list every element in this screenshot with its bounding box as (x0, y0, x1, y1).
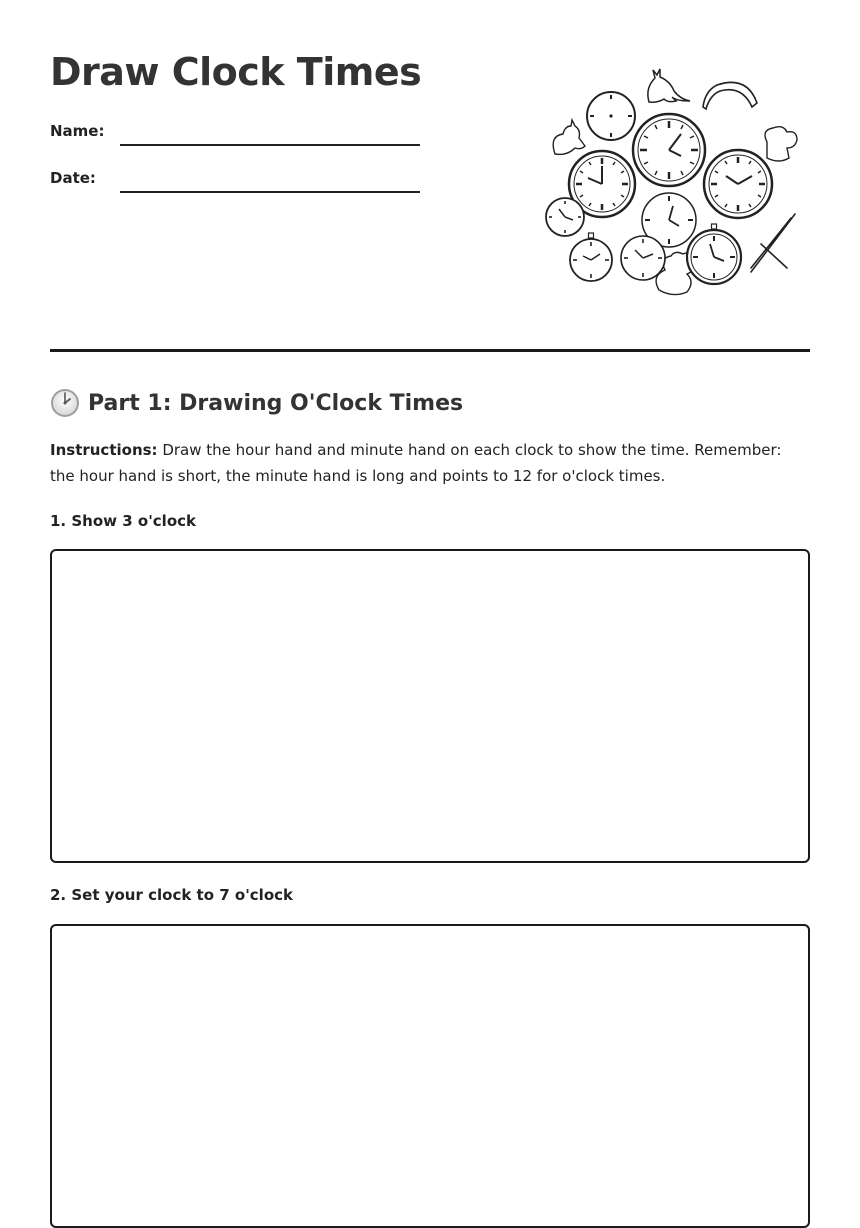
worksheet-page (50, 0, 810, 1161)
section-divider (50, 349, 810, 352)
question-2-label: 2. Set your clock to 7 o'clock (50, 886, 293, 904)
clock-emoji-icon (50, 388, 80, 418)
question-1-drawing-box[interactable] (50, 549, 810, 863)
name-field-row (50, 120, 430, 150)
date-field-row (50, 167, 430, 197)
name-label: Name: (50, 122, 105, 140)
part1-heading-text: Part 1: Drawing O'Clock Times (88, 390, 464, 416)
illustration-clocks (546, 92, 772, 284)
name-write-line[interactable] (120, 144, 420, 146)
clocks-illustration-icon (545, 58, 800, 303)
date-label: Date: (50, 169, 96, 187)
part1-heading (50, 388, 463, 418)
instructions-text: Draw the hour hand and minute hand on each clock to show the time. Remember: the hour hand is short, the minute hand is long and points to 12 for o'clock times. (50, 441, 782, 485)
question-1-label: 1. Show 3 o'clock (50, 512, 196, 530)
worksheet-title: Draw Clock Times (50, 50, 422, 94)
date-write-line[interactable] (120, 191, 420, 193)
question-2-drawing-box[interactable] (50, 924, 810, 1228)
instructions (50, 437, 810, 489)
instructions-lead: Instructions: (50, 441, 158, 459)
